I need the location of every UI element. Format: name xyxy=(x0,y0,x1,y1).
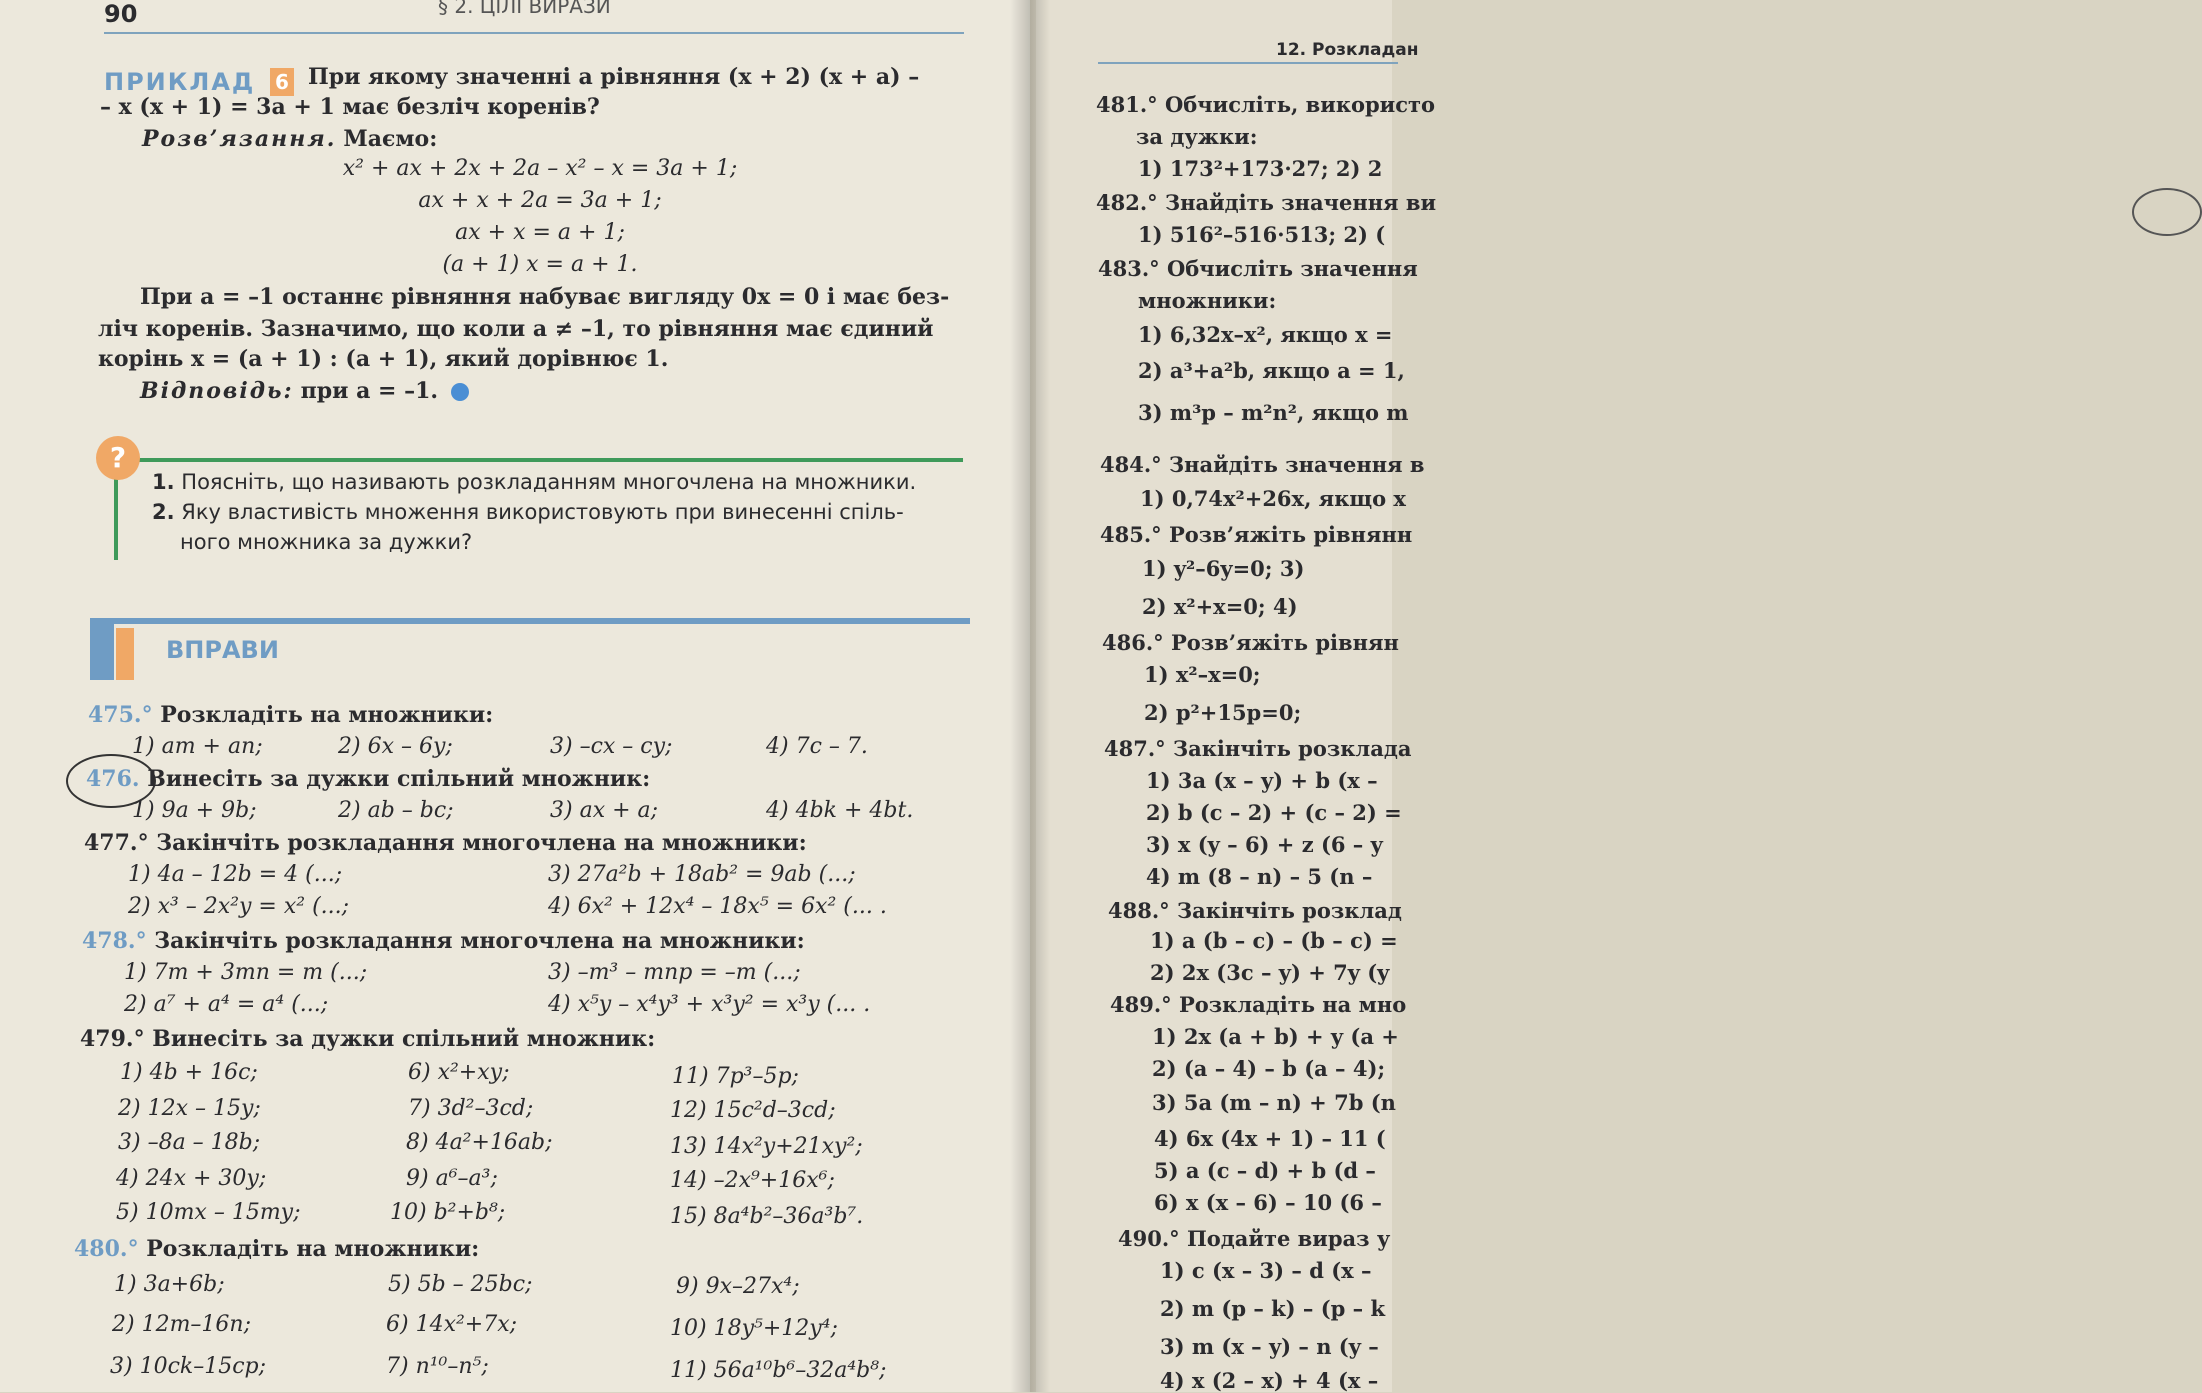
exercise-479-task: Винесіть за дужки спільний множник: xyxy=(152,1026,656,1052)
example-line-2: – x (x + 1) = 3a + 1 має безліч коренів? xyxy=(100,94,600,120)
right-header-divider xyxy=(1098,62,1398,64)
right-line-3: 1) 173²+173·27; 2) 2 xyxy=(1138,156,1383,181)
exercise-479-number: 479.° xyxy=(80,1026,145,1052)
right-line-37: 3) m (x – y) – n (y – xyxy=(1160,1334,1379,1359)
answer-label: Відповідь: xyxy=(140,378,294,404)
ex478-item-1: 1) 7m + 3mn = m (...; xyxy=(124,960,368,985)
right-line-13: 485.° Розв’яжіть рівнянн xyxy=(1100,522,1413,547)
ex479-item-3: 3) –8a – 18b; xyxy=(118,1130,261,1155)
right-line-12: 1) 0,74x²+26x, якщо x xyxy=(1140,486,1406,511)
right-line-11: 484.° Знайдіть значення в xyxy=(1100,452,1425,477)
ex479-item-8: 8) 4a²+16ab; xyxy=(406,1130,553,1155)
question-2-number: 2. xyxy=(152,500,175,524)
right-line-33: 6) x (x – 6) – 10 (6 – xyxy=(1154,1190,1382,1215)
example-line-1: При якому значенні a рівняння (x + 2) (x + a) – xyxy=(308,64,920,90)
exercises-bar-orange xyxy=(116,628,134,680)
exercise-478 xyxy=(82,928,805,954)
question-1-number: 1. xyxy=(152,470,175,494)
right-line-22: 3) x (y – 6) + z (6 – y xyxy=(1146,832,1383,857)
ex479-item-6: 6) x²+xy; xyxy=(408,1060,510,1085)
right-page-header: 12. Розкладан xyxy=(1276,40,1419,60)
handdrawn-circle-482 xyxy=(2132,188,2202,236)
exercise-477-number: 477.° xyxy=(84,830,149,856)
question-2-text-a: Яку властивість множення використовують при винесенні спіль- xyxy=(181,500,904,524)
ex480-item-9: 9) 9x–27x⁴; xyxy=(676,1274,800,1299)
ex475-item-2: 2) 6x – 6y; xyxy=(338,734,453,759)
equation-2: ax + x + 2a = 3a + 1; xyxy=(418,188,662,213)
right-line-8: 1) 6,32x–x², якщо x = xyxy=(1138,322,1393,347)
ex479-item-15: 15) 8a⁴b²–36a³b⁷. xyxy=(670,1204,864,1229)
right-line-9: 2) a³+a²b, якщо a = 1, xyxy=(1138,358,1405,383)
question-1-text: Поясніть, що називають розкладанням многочлена на множники. xyxy=(181,470,917,494)
exercises-title: ВПРАВИ xyxy=(166,636,279,664)
left-page xyxy=(0,0,1030,1392)
ex479-item-13: 13) 14x²y+21xy²; xyxy=(670,1134,863,1159)
ex476-item-2: 2) ab – bc; xyxy=(338,798,454,823)
exercise-475-task: Розкладіть на множники: xyxy=(160,702,494,728)
ex476-item-1: 1) 9a + 9b; xyxy=(132,798,257,823)
right-line-15: 2) x²+x=0; 4) xyxy=(1142,594,1298,619)
ex477-item-2: 2) x³ – 2x²y = x² (...; xyxy=(128,894,350,919)
right-line-30: 3) 5a (m – n) + 7b (n xyxy=(1152,1090,1396,1115)
example-tag: ПРИКЛАД xyxy=(104,68,256,96)
right-line-16: 486.° Розв’яжіть рівнян xyxy=(1102,630,1399,655)
right-line-32: 5) a (c – d) + b (d – xyxy=(1154,1158,1376,1183)
exercise-479 xyxy=(80,1026,655,1052)
ex477-item-3: 3) 27a²b + 18ab² = 9ab (...; xyxy=(548,862,856,887)
right-line-10: 3) m³p – m²n², якщо m xyxy=(1138,400,1409,425)
right-line-26: 2) 2x (3c – y) + 7y (y xyxy=(1150,960,1390,985)
page-number: 90 xyxy=(104,0,138,28)
right-line-18: 2) p²+15p=0; xyxy=(1144,700,1302,725)
right-line-14: 1) y²–6y=0; 3) xyxy=(1142,556,1305,581)
right-line-21: 2) b (c – 2) + (c – 2) = xyxy=(1146,800,1402,825)
solution-row xyxy=(142,126,437,152)
ex479-item-1: 1) 4b + 16c; xyxy=(120,1060,258,1085)
ex478-item-4: 4) x⁵y – x⁴y³ + x³y² = x³y (... . xyxy=(548,992,871,1017)
ex480-item-5: 5) 5b – 25bc; xyxy=(388,1272,533,1297)
ex480-item-6: 6) 14x²+7x; xyxy=(386,1312,518,1337)
exercise-477 xyxy=(84,830,807,856)
ex479-item-7: 7) 3d²–3cd; xyxy=(408,1096,534,1121)
exercise-475-number: 475.° xyxy=(88,702,153,728)
ex477-item-1: 1) 4a – 12b = 4 (...; xyxy=(128,862,343,887)
right-line-38: 4) x (2 – x) + 4 (x – xyxy=(1160,1368,1379,1393)
right-line-17: 1) x²–x=0; xyxy=(1144,662,1261,687)
end-marker-dot-icon xyxy=(451,383,469,401)
ex475-item-3: 3) –cx – cy; xyxy=(550,734,673,759)
question-1 xyxy=(152,470,916,494)
answer-row xyxy=(140,378,469,404)
paragraph-line-1: При a = –1 останнє рівняння набуває вигляду 0x = 0 і має без- xyxy=(140,284,950,310)
equation-4: (a + 1) x = a + 1. xyxy=(442,252,638,277)
questions-side-bar xyxy=(114,468,118,560)
exercise-477-task: Закінчіть розкладання многочлена на множники: xyxy=(156,830,807,856)
exercise-476-task: Винесіть за дужки спільний множник: xyxy=(147,766,651,792)
exercise-480-number: 480.° xyxy=(74,1236,139,1262)
paragraph-line-2: ліч коренів. Зазначимо, що коли a ≠ –1, то рівняння має єдиний xyxy=(98,316,934,342)
exercise-476-number: 476. xyxy=(86,766,140,792)
ex480-item-1: 1) 3a+6b; xyxy=(114,1272,225,1297)
question-mark-icon: ? xyxy=(96,436,140,480)
question-2 xyxy=(152,500,904,524)
ex479-item-11: 11) 7p³–5p; xyxy=(672,1064,799,1089)
exercise-480-task: Розкладіть на множники: xyxy=(146,1236,480,1262)
ex479-item-4: 4) 24x + 30y; xyxy=(116,1166,267,1191)
right-line-31: 4) 6x (4x + 1) – 11 ( xyxy=(1154,1126,1386,1151)
ex477-item-4: 4) 6x² + 12x⁴ – 18x⁵ = 6x² (... . xyxy=(548,894,887,919)
right-line-28: 1) 2x (a + b) + y (a + xyxy=(1152,1024,1399,1049)
ex479-item-9: 9) a⁶–a³; xyxy=(406,1166,498,1191)
right-line-35: 1) c (x – 3) – d (x – xyxy=(1160,1258,1372,1283)
ex476-item-3: 3) ax + a; xyxy=(550,798,659,823)
ex480-item-2: 2) 12m–16n; xyxy=(112,1312,252,1337)
section-title: § 2. ЦІЛІ ВИРАЗИ xyxy=(438,0,611,18)
right-line-36: 2) m (p – k) – (p – k xyxy=(1160,1296,1386,1321)
questions-top-line xyxy=(118,458,963,462)
header-divider xyxy=(104,32,964,34)
ex478-item-3: 3) –m³ – mnp = –m (...; xyxy=(548,960,801,985)
ex480-item-10: 10) 18y⁵+12y⁴; xyxy=(670,1316,838,1341)
example-number-badge: 6 xyxy=(270,68,294,96)
exercise-476 xyxy=(86,766,650,792)
solution-label: Розв’язання. xyxy=(142,126,337,152)
exercises-bar-blue xyxy=(90,618,114,680)
right-line-6: 483.° Обчисліть значення xyxy=(1098,256,1418,281)
book-gutter-shadow xyxy=(1010,0,1050,1392)
answer-text: при a = –1. xyxy=(300,378,439,404)
right-page xyxy=(1036,0,1437,1393)
right-line-7: множники: xyxy=(1138,288,1277,313)
right-line-1: 481.° Обчисліть, використо xyxy=(1096,92,1436,117)
right-line-23: 4) m (8 – n) – 5 (n – xyxy=(1146,864,1373,889)
ex480-item-3: 3) 10ck–15cp; xyxy=(110,1354,267,1379)
ex479-item-2: 2) 12x – 15y; xyxy=(118,1096,261,1121)
ex480-item-7: 7) n¹⁰–n⁵; xyxy=(386,1354,489,1379)
exercise-478-task: Закінчіть розкладання многочлена на множники: xyxy=(154,928,805,954)
right-line-4: 482.° Знайдіть значення ви xyxy=(1096,190,1437,215)
ex479-item-14: 14) –2x⁹+16x⁶; xyxy=(670,1168,835,1193)
ex479-item-12: 12) 15c²d–3cd; xyxy=(670,1098,836,1123)
exercise-480 xyxy=(74,1236,479,1262)
ex478-item-2: 2) a⁷ + a⁴ = a⁴ (...; xyxy=(124,992,329,1017)
right-line-25: 1) a (b – c) – (b – c) = xyxy=(1150,928,1398,953)
equation-1: x² + ax + 2x + 2a – x² – x = 3a + 1; xyxy=(342,156,738,181)
question-2-text-b: ного множника за дужки? xyxy=(180,530,473,554)
ex475-item-4: 4) 7c – 7. xyxy=(766,734,868,759)
right-line-34: 490.° Подайте вираз у xyxy=(1118,1226,1391,1251)
right-line-2: за дужки: xyxy=(1136,124,1258,149)
right-line-24: 488.° Закінчіть розклад xyxy=(1108,898,1402,923)
right-line-5: 1) 516²–516·513; 2) ( xyxy=(1138,222,1386,247)
exercise-475 xyxy=(88,702,493,728)
solution-intro: Маємо: xyxy=(343,126,438,152)
ex479-item-10: 10) b²+b⁸; xyxy=(390,1200,506,1225)
exercises-header-line xyxy=(90,618,970,624)
right-line-27: 489.° Розкладіть на мно xyxy=(1110,992,1407,1017)
ex475-item-1: 1) am + an; xyxy=(132,734,263,759)
paragraph-line-3: корінь x = (a + 1) : (a + 1), який дорівнює 1. xyxy=(98,346,669,372)
equation-3: ax + x = a + 1; xyxy=(455,220,625,245)
right-line-19: 487.° Закінчіть розклада xyxy=(1104,736,1412,761)
right-line-29: 2) (a – 4) – b (a – 4); xyxy=(1152,1056,1386,1081)
ex480-item-11: 11) 56a¹⁰b⁶–32a⁴b⁸; xyxy=(670,1358,887,1383)
exercise-478-number: 478.° xyxy=(82,928,147,954)
right-line-20: 1) 3a (x – y) + b (x – xyxy=(1146,768,1378,793)
ex479-item-5: 5) 10mx – 15my; xyxy=(116,1200,301,1225)
ex476-item-4: 4) 4bk + 4bt. xyxy=(766,798,914,823)
